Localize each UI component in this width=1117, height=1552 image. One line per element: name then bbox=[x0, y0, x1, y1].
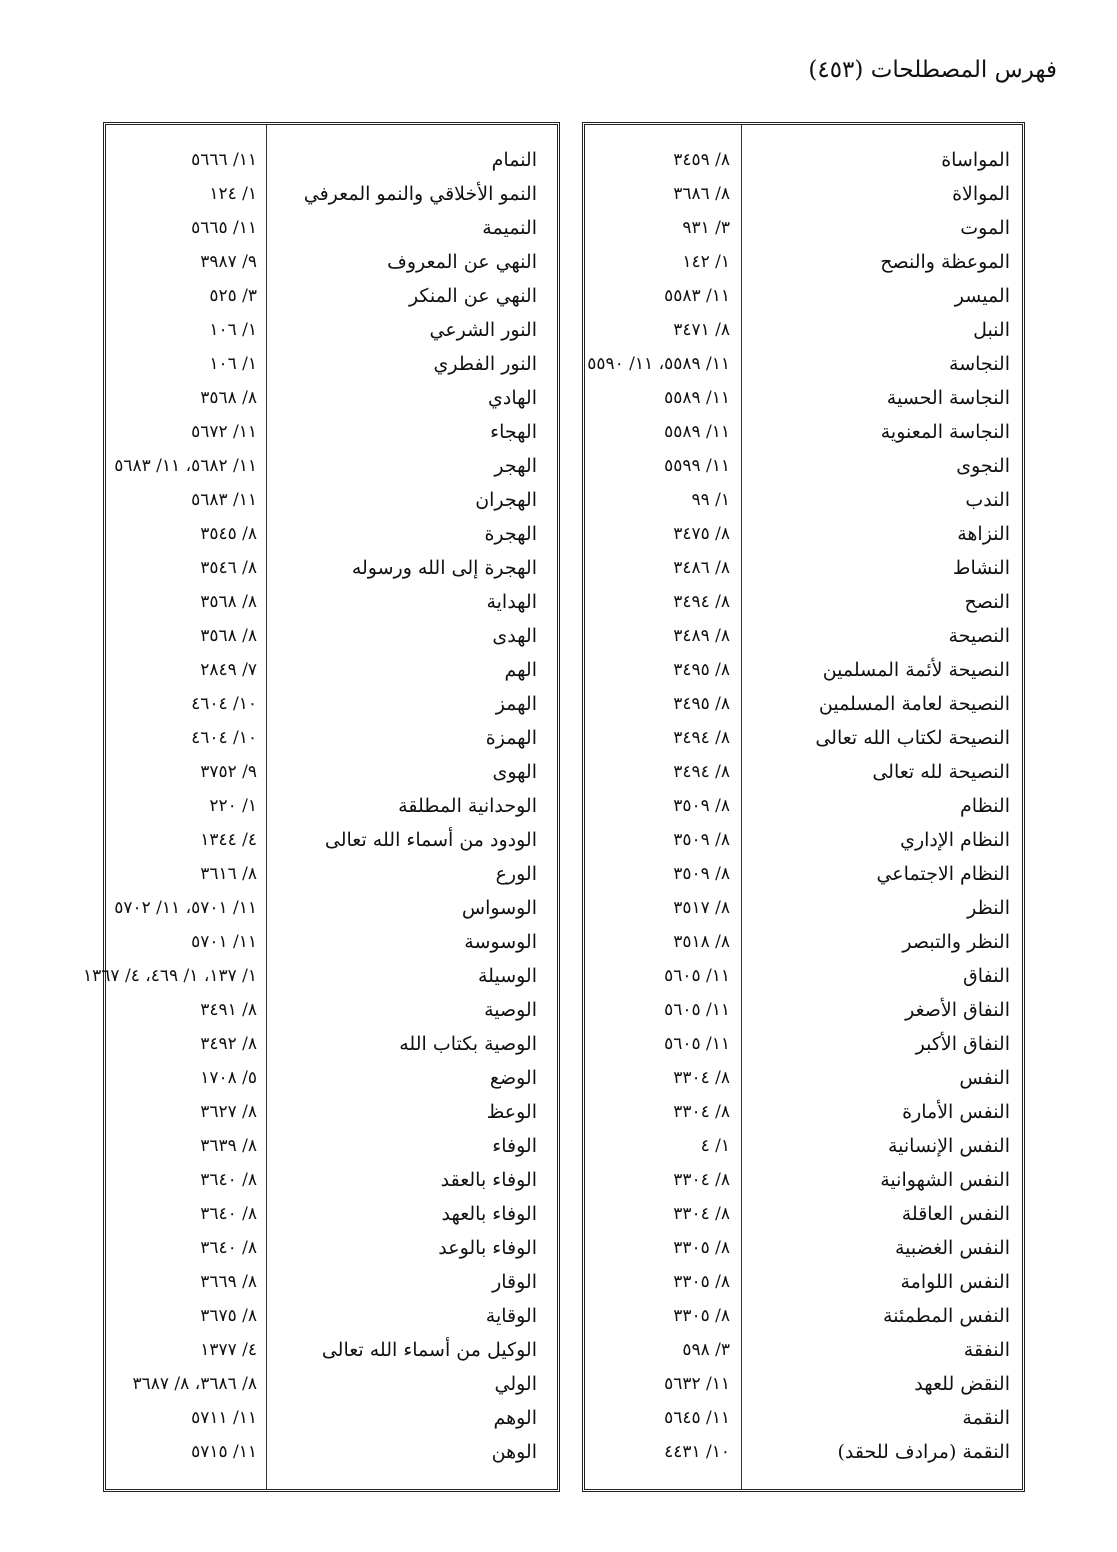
index-reference: ٣/ ٩٣١ bbox=[682, 218, 730, 238]
index-reference: ١١/ ٥٥٨٣ bbox=[664, 286, 730, 306]
index-reference: ٨/ ٣٤٧٥ bbox=[673, 524, 730, 544]
index-term: الهمزة bbox=[485, 727, 537, 749]
index-reference: ١١/ ٥٦٦٦ bbox=[191, 150, 257, 170]
index-reference: ١١/ ٥٦٧٢ bbox=[191, 422, 257, 442]
index-entry bbox=[585, 721, 1022, 755]
index-entry bbox=[585, 211, 1022, 245]
index-entry bbox=[585, 1027, 1022, 1061]
index-entry bbox=[585, 1401, 1022, 1435]
index-entry bbox=[585, 653, 1022, 687]
index-term: النبل bbox=[973, 319, 1010, 341]
index-reference: ١/ ٩٩ bbox=[691, 490, 730, 510]
index-term: الهجاء bbox=[490, 421, 537, 443]
index-term: النفس اللوامة bbox=[900, 1271, 1010, 1293]
index-entry bbox=[585, 415, 1022, 449]
index-entry bbox=[106, 653, 557, 687]
index-entry bbox=[585, 1163, 1022, 1197]
index-entry bbox=[106, 279, 557, 313]
index-reference: ١١/ ٥٦٨٢، ١١/ ٥٦٨٣ bbox=[114, 456, 257, 476]
index-reference: ٨/ ٣٣٠٥ bbox=[673, 1306, 730, 1326]
index-term: النجاسة bbox=[949, 353, 1010, 375]
index-term: النجاسة المعنوية bbox=[880, 421, 1010, 443]
page-header: فهرس المصطلحات (٤٥٣) bbox=[808, 57, 1057, 83]
index-reference: ٨/ ٣٥٤٦ bbox=[200, 558, 257, 578]
index-entry bbox=[585, 1061, 1022, 1095]
index-reference: ١٠/ ٤٦٠٤ bbox=[191, 728, 257, 748]
index-reference: ٨/ ٣٥٠٩ bbox=[673, 796, 730, 816]
index-entry bbox=[106, 721, 557, 755]
index-reference: ١/ ١٢٤ bbox=[209, 184, 257, 204]
index-term: النمو الأخلاقي والنمو المعرفي bbox=[303, 183, 537, 205]
index-term: النفس الشهوانية bbox=[880, 1169, 1010, 1191]
index-entry bbox=[585, 687, 1022, 721]
index-entry bbox=[585, 381, 1022, 415]
index-reference: ٨/ ٣٣٠٤ bbox=[673, 1102, 730, 1122]
index-reference: ١١/ ٥٧١١ bbox=[191, 1408, 257, 1428]
index-term: الموت bbox=[960, 217, 1010, 239]
index-term: النفقة bbox=[963, 1339, 1010, 1361]
index-entry bbox=[106, 789, 557, 823]
index-entry bbox=[106, 891, 557, 925]
index-term: الهدى bbox=[492, 625, 537, 647]
index-entry bbox=[106, 1299, 557, 1333]
index-entry bbox=[585, 449, 1022, 483]
index-entry bbox=[585, 1265, 1022, 1299]
index-reference: ٩/ ٣٧٥٢ bbox=[200, 762, 257, 782]
index-reference: ٨/ ٣٦٧٥ bbox=[200, 1306, 257, 1326]
index-entry bbox=[585, 245, 1022, 279]
index-entry bbox=[585, 279, 1022, 313]
index-term: الوضع bbox=[489, 1067, 537, 1089]
index-entry bbox=[83, 959, 557, 993]
index-term: الولي bbox=[494, 1373, 537, 1395]
index-term: الوفاء bbox=[492, 1135, 537, 1157]
index-entry bbox=[585, 517, 1022, 551]
index-term: الهجرة bbox=[484, 523, 537, 545]
index-term: الوفاء بالعقد bbox=[440, 1169, 537, 1191]
index-reference: ٨/ ٣٤٩٥ bbox=[673, 660, 730, 680]
index-entry bbox=[106, 517, 557, 551]
index-reference: ٨/ ٣٦١٦ bbox=[200, 864, 257, 884]
index-column-right bbox=[582, 122, 1025, 1492]
index-term: الهمز bbox=[495, 693, 537, 715]
index-term: الوصية بكتاب الله bbox=[399, 1033, 537, 1055]
index-entry bbox=[106, 823, 557, 857]
index-reference: ٨/ ٣٥٦٨ bbox=[200, 388, 257, 408]
index-reference: ٨/ ٣٦٨٦ bbox=[673, 184, 730, 204]
index-entry bbox=[585, 313, 1022, 347]
index-entry bbox=[585, 177, 1022, 211]
index-term: النصيحة bbox=[948, 625, 1010, 647]
index-reference: ١/ ٤ bbox=[700, 1136, 730, 1156]
index-entry bbox=[585, 585, 1022, 619]
index-term: الوصية bbox=[484, 999, 537, 1021]
index-term: النقض للعهد bbox=[914, 1373, 1010, 1395]
index-entry bbox=[106, 415, 557, 449]
index-entry bbox=[585, 1129, 1022, 1163]
index-reference: ٨/ ٣٥٤٥ bbox=[200, 524, 257, 544]
index-term: النشاط bbox=[952, 557, 1010, 579]
index-reference: ٩/ ٣٩٨٧ bbox=[200, 252, 257, 272]
index-entry bbox=[106, 1061, 557, 1095]
index-term: الوقاية bbox=[485, 1305, 537, 1327]
index-reference: ١١/ ٥٦٣٢ bbox=[664, 1374, 730, 1394]
index-reference: ٨/ ٣٥٦٨ bbox=[200, 592, 257, 612]
index-term: الهداية bbox=[486, 591, 537, 613]
index-reference: ٨/ ٣٤٩٤ bbox=[673, 592, 730, 612]
index-entry bbox=[106, 1435, 557, 1469]
index-entry bbox=[106, 449, 557, 483]
index-reference: ١١/ ٥٦٠٥ bbox=[664, 966, 730, 986]
index-entry bbox=[106, 381, 557, 415]
index-entry bbox=[585, 925, 1022, 959]
index-reference: ٥/ ١٧٠٨ bbox=[200, 1068, 257, 1088]
index-term: الهجرة إلى الله ورسوله bbox=[351, 557, 537, 579]
index-reference: ١١/ ٥٧١٥ bbox=[191, 1442, 257, 1462]
index-rows-right bbox=[585, 143, 1022, 1469]
index-term: الهم bbox=[504, 659, 537, 681]
index-entry bbox=[106, 551, 557, 585]
index-reference: ١١/ ٥٥٨٩ bbox=[664, 422, 730, 442]
index-entry bbox=[585, 483, 1022, 517]
index-reference: ٨/ ٣٣٠٤ bbox=[673, 1204, 730, 1224]
index-term: الوفاء بالوعد bbox=[438, 1237, 537, 1259]
index-entry bbox=[585, 857, 1022, 891]
index-reference: ١/ ١٤٢ bbox=[682, 252, 730, 272]
index-reference: ١٠/ ٤٦٠٤ bbox=[191, 694, 257, 714]
index-reference: ٨/ ٣٣٠٥ bbox=[673, 1238, 730, 1258]
index-term: المواساة bbox=[941, 149, 1010, 171]
index-reference: ١١/ ٥٦٠٥ bbox=[664, 1034, 730, 1054]
index-entry bbox=[585, 551, 1022, 585]
index-reference: ١١/ ٥٧٠١ bbox=[191, 932, 257, 952]
index-term: الوعظ bbox=[486, 1101, 537, 1123]
index-entry bbox=[106, 1027, 557, 1061]
index-entry bbox=[106, 347, 557, 381]
index-reference: ٨/ ٣٥١٨ bbox=[673, 932, 730, 952]
index-reference: ٨/ ٣٥٦٨ bbox=[200, 626, 257, 646]
index-term: النظام bbox=[960, 795, 1010, 817]
index-term: الهجران bbox=[475, 489, 537, 511]
index-term: النمام bbox=[491, 149, 537, 171]
index-term: الوهن bbox=[491, 1441, 537, 1463]
index-entry bbox=[106, 1265, 557, 1299]
index-reference: ٨/ ٣٤٩٤ bbox=[673, 762, 730, 782]
index-term: الموالاة bbox=[952, 183, 1010, 205]
index-rows-left bbox=[83, 143, 557, 1469]
index-reference: ٨/ ٣٤٩٥ bbox=[673, 694, 730, 714]
index-term: النظام الإداري bbox=[900, 829, 1010, 851]
index-term: النفاق الأكبر bbox=[915, 1033, 1010, 1055]
index-term: النهي عن المنكر bbox=[408, 285, 537, 307]
index-reference: ٨/ ٣٥٠٩ bbox=[673, 864, 730, 884]
index-term: الهادي bbox=[488, 387, 537, 409]
index-reference: ٨/ ٣٦٦٩ bbox=[200, 1272, 257, 1292]
index-term: النفس المطمئنة bbox=[883, 1305, 1010, 1327]
index-term: النفاق bbox=[963, 965, 1010, 987]
index-entry bbox=[106, 925, 557, 959]
index-reference: ١١/ ٥٦٠٥ bbox=[664, 1000, 730, 1020]
index-term: الوسيلة bbox=[477, 965, 537, 987]
index-term: النصيحة لكتاب الله تعالى bbox=[815, 727, 1010, 749]
index-reference: ٨/ ٣٥٠٩ bbox=[673, 830, 730, 850]
index-term: النصح bbox=[964, 591, 1010, 613]
index-reference: ٨/ ٣٤٩٤ bbox=[673, 728, 730, 748]
index-reference: ٨/ ٣٥١٧ bbox=[673, 898, 730, 918]
index-reference: ١١/ ٥٥٨٩ bbox=[664, 388, 730, 408]
index-term: النظر والتبصر bbox=[902, 931, 1010, 953]
index-term: النظر bbox=[967, 897, 1010, 919]
index-reference: ٨/ ٣٦٤٠ bbox=[200, 1170, 257, 1190]
index-entry bbox=[106, 1197, 557, 1231]
index-reference: ١/ ١٣٧، ١/ ٤٦٩، ٤/ ١٣٦٧ bbox=[83, 966, 257, 986]
index-reference: ٧/ ٢٨٤٩ bbox=[200, 660, 257, 680]
index-reference: ١١/ ٥٦٤٥ bbox=[664, 1408, 730, 1428]
index-reference: ٣/ ٥٩٨ bbox=[682, 1340, 730, 1360]
index-reference: ١١/ ٥٦٨٣ bbox=[191, 490, 257, 510]
index-term: الوحدانية المطلقة bbox=[398, 795, 537, 817]
index-entry bbox=[585, 1333, 1022, 1367]
index-term: الموعظة والنصح bbox=[880, 251, 1010, 273]
index-term: النقمة bbox=[962, 1407, 1010, 1429]
index-term: النفس الغضبية bbox=[894, 1237, 1010, 1259]
index-reference: ٣/ ٥٢٥ bbox=[209, 286, 257, 306]
index-reference: ١١/ ٥٧٠١، ١١/ ٥٧٠٢ bbox=[114, 898, 257, 918]
index-entry bbox=[585, 823, 1022, 857]
index-reference: ٨/ ٣٤٩١ bbox=[200, 1000, 257, 1020]
index-term: الوقار bbox=[492, 1271, 537, 1293]
index-term: الندب bbox=[965, 489, 1010, 511]
index-term: النجوى bbox=[956, 455, 1010, 477]
index-entry bbox=[106, 619, 557, 653]
index-entry bbox=[585, 1095, 1022, 1129]
index-term: النزاهة bbox=[957, 523, 1010, 545]
index-reference: ١١/ ٥٥٨٩، ١١/ ٥٥٩٠ bbox=[587, 354, 730, 374]
index-entry bbox=[585, 1299, 1022, 1333]
index-reference: ٨/ ٣٦٢٧ bbox=[200, 1102, 257, 1122]
index-reference: ٨/ ٣٦٨٦، ٨/ ٣٦٨٧ bbox=[132, 1374, 257, 1394]
index-reference: ٨/ ٣٤٩٢ bbox=[200, 1034, 257, 1054]
index-entry bbox=[106, 313, 557, 347]
index-term: النفس الأمارة bbox=[902, 1101, 1010, 1123]
index-entry bbox=[106, 177, 557, 211]
index-term: النفس العاقلة bbox=[901, 1203, 1010, 1225]
index-term: النصيحة لعامة المسلمين bbox=[818, 693, 1010, 715]
index-reference: ٤/ ١٣٧٧ bbox=[200, 1340, 257, 1360]
index-term: النصيحة لله تعالى bbox=[872, 761, 1010, 783]
index-term: الوسواس bbox=[461, 897, 537, 919]
index-entry bbox=[585, 1231, 1022, 1265]
index-term: النجاسة الحسية bbox=[886, 387, 1010, 409]
index-entry bbox=[106, 211, 557, 245]
index-term: النور الشرعي bbox=[429, 319, 537, 341]
index-reference: ١٠/ ٤٤٣١ bbox=[664, 1442, 730, 1462]
index-entry bbox=[106, 1401, 557, 1435]
index-entry bbox=[106, 1367, 557, 1401]
index-entry bbox=[585, 619, 1022, 653]
index-reference: ٨/ ٣٦٣٩ bbox=[200, 1136, 257, 1156]
index-entry bbox=[585, 993, 1022, 1027]
index-entry bbox=[106, 755, 557, 789]
index-term: النظام الاجتماعي bbox=[876, 863, 1010, 885]
index-entry bbox=[106, 1333, 557, 1367]
index-term: الودود من أسماء الله تعالى bbox=[324, 829, 537, 851]
index-reference: ٨/ ٣٤٨٦ bbox=[673, 558, 730, 578]
index-reference: ٨/ ٣٤٥٩ bbox=[673, 150, 730, 170]
index-term: النفاق الأصغر bbox=[905, 999, 1010, 1021]
index-entry bbox=[106, 1095, 557, 1129]
index-entry bbox=[585, 1435, 1022, 1469]
index-entry bbox=[106, 1163, 557, 1197]
index-reference: ١/ ٢٢٠ bbox=[209, 796, 257, 816]
index-term: الهوى bbox=[492, 761, 537, 783]
index-reference: ١/ ١٠٦ bbox=[209, 320, 257, 340]
index-term: النميمة bbox=[482, 217, 537, 239]
index-reference: ١١/ ٥٦٦٥ bbox=[191, 218, 257, 238]
index-term: النقمة (مرادف للحقد) bbox=[837, 1441, 1010, 1463]
index-column-left bbox=[83, 122, 560, 1492]
index-term: الوكيل من أسماء الله تعالى bbox=[321, 1339, 537, 1361]
index-reference: ٤/ ١٣٤٤ bbox=[200, 830, 257, 850]
index-term: الورع bbox=[495, 863, 537, 885]
index-entry bbox=[106, 143, 557, 177]
index-term: الميسر bbox=[954, 285, 1010, 307]
index-term: النور الفطري bbox=[433, 353, 537, 375]
index-entry bbox=[106, 483, 557, 517]
index-entry bbox=[106, 993, 557, 1027]
index-entry bbox=[106, 1129, 557, 1163]
index-entry bbox=[106, 857, 557, 891]
index-entry bbox=[585, 891, 1022, 925]
index-reference: ٨/ ٣٤٨٩ bbox=[673, 626, 730, 646]
index-entry bbox=[106, 245, 557, 279]
index-entry bbox=[585, 959, 1022, 993]
index-term: الوهم bbox=[493, 1407, 537, 1429]
index-reference: ١/ ١٠٦ bbox=[209, 354, 257, 374]
index-entry bbox=[585, 1197, 1022, 1231]
index-reference: ١١/ ٥٥٩٩ bbox=[664, 456, 730, 476]
index-entry bbox=[585, 1367, 1022, 1401]
index-reference: ٨/ ٣٦٤٠ bbox=[200, 1204, 257, 1224]
index-entry bbox=[585, 143, 1022, 177]
index-entry bbox=[585, 789, 1022, 823]
index-entry bbox=[585, 347, 1022, 381]
index-reference: ٨/ ٣٣٠٥ bbox=[673, 1272, 730, 1292]
index-reference: ٨/ ٣٦٤٠ bbox=[200, 1238, 257, 1258]
index-term: الهجر bbox=[494, 455, 537, 477]
index-term: الوسوسة bbox=[464, 931, 537, 953]
index-reference: ٨/ ٣٣٠٤ bbox=[673, 1170, 730, 1190]
index-term: النصيحة لأئمة المسلمين bbox=[822, 659, 1010, 681]
index-term: الوفاء بالعهد bbox=[441, 1203, 537, 1225]
index-entry bbox=[106, 585, 557, 619]
index-entry bbox=[585, 755, 1022, 789]
index-entry bbox=[106, 1231, 557, 1265]
index-entry bbox=[106, 687, 557, 721]
index-term: النفس bbox=[959, 1067, 1010, 1089]
index-reference: ٨/ ٣٣٠٤ bbox=[673, 1068, 730, 1088]
index-reference: ٨/ ٣٤٧١ bbox=[673, 320, 730, 340]
index-term: النفس الإنسانية bbox=[887, 1135, 1010, 1157]
index-term: النهي عن المعروف bbox=[387, 251, 537, 273]
